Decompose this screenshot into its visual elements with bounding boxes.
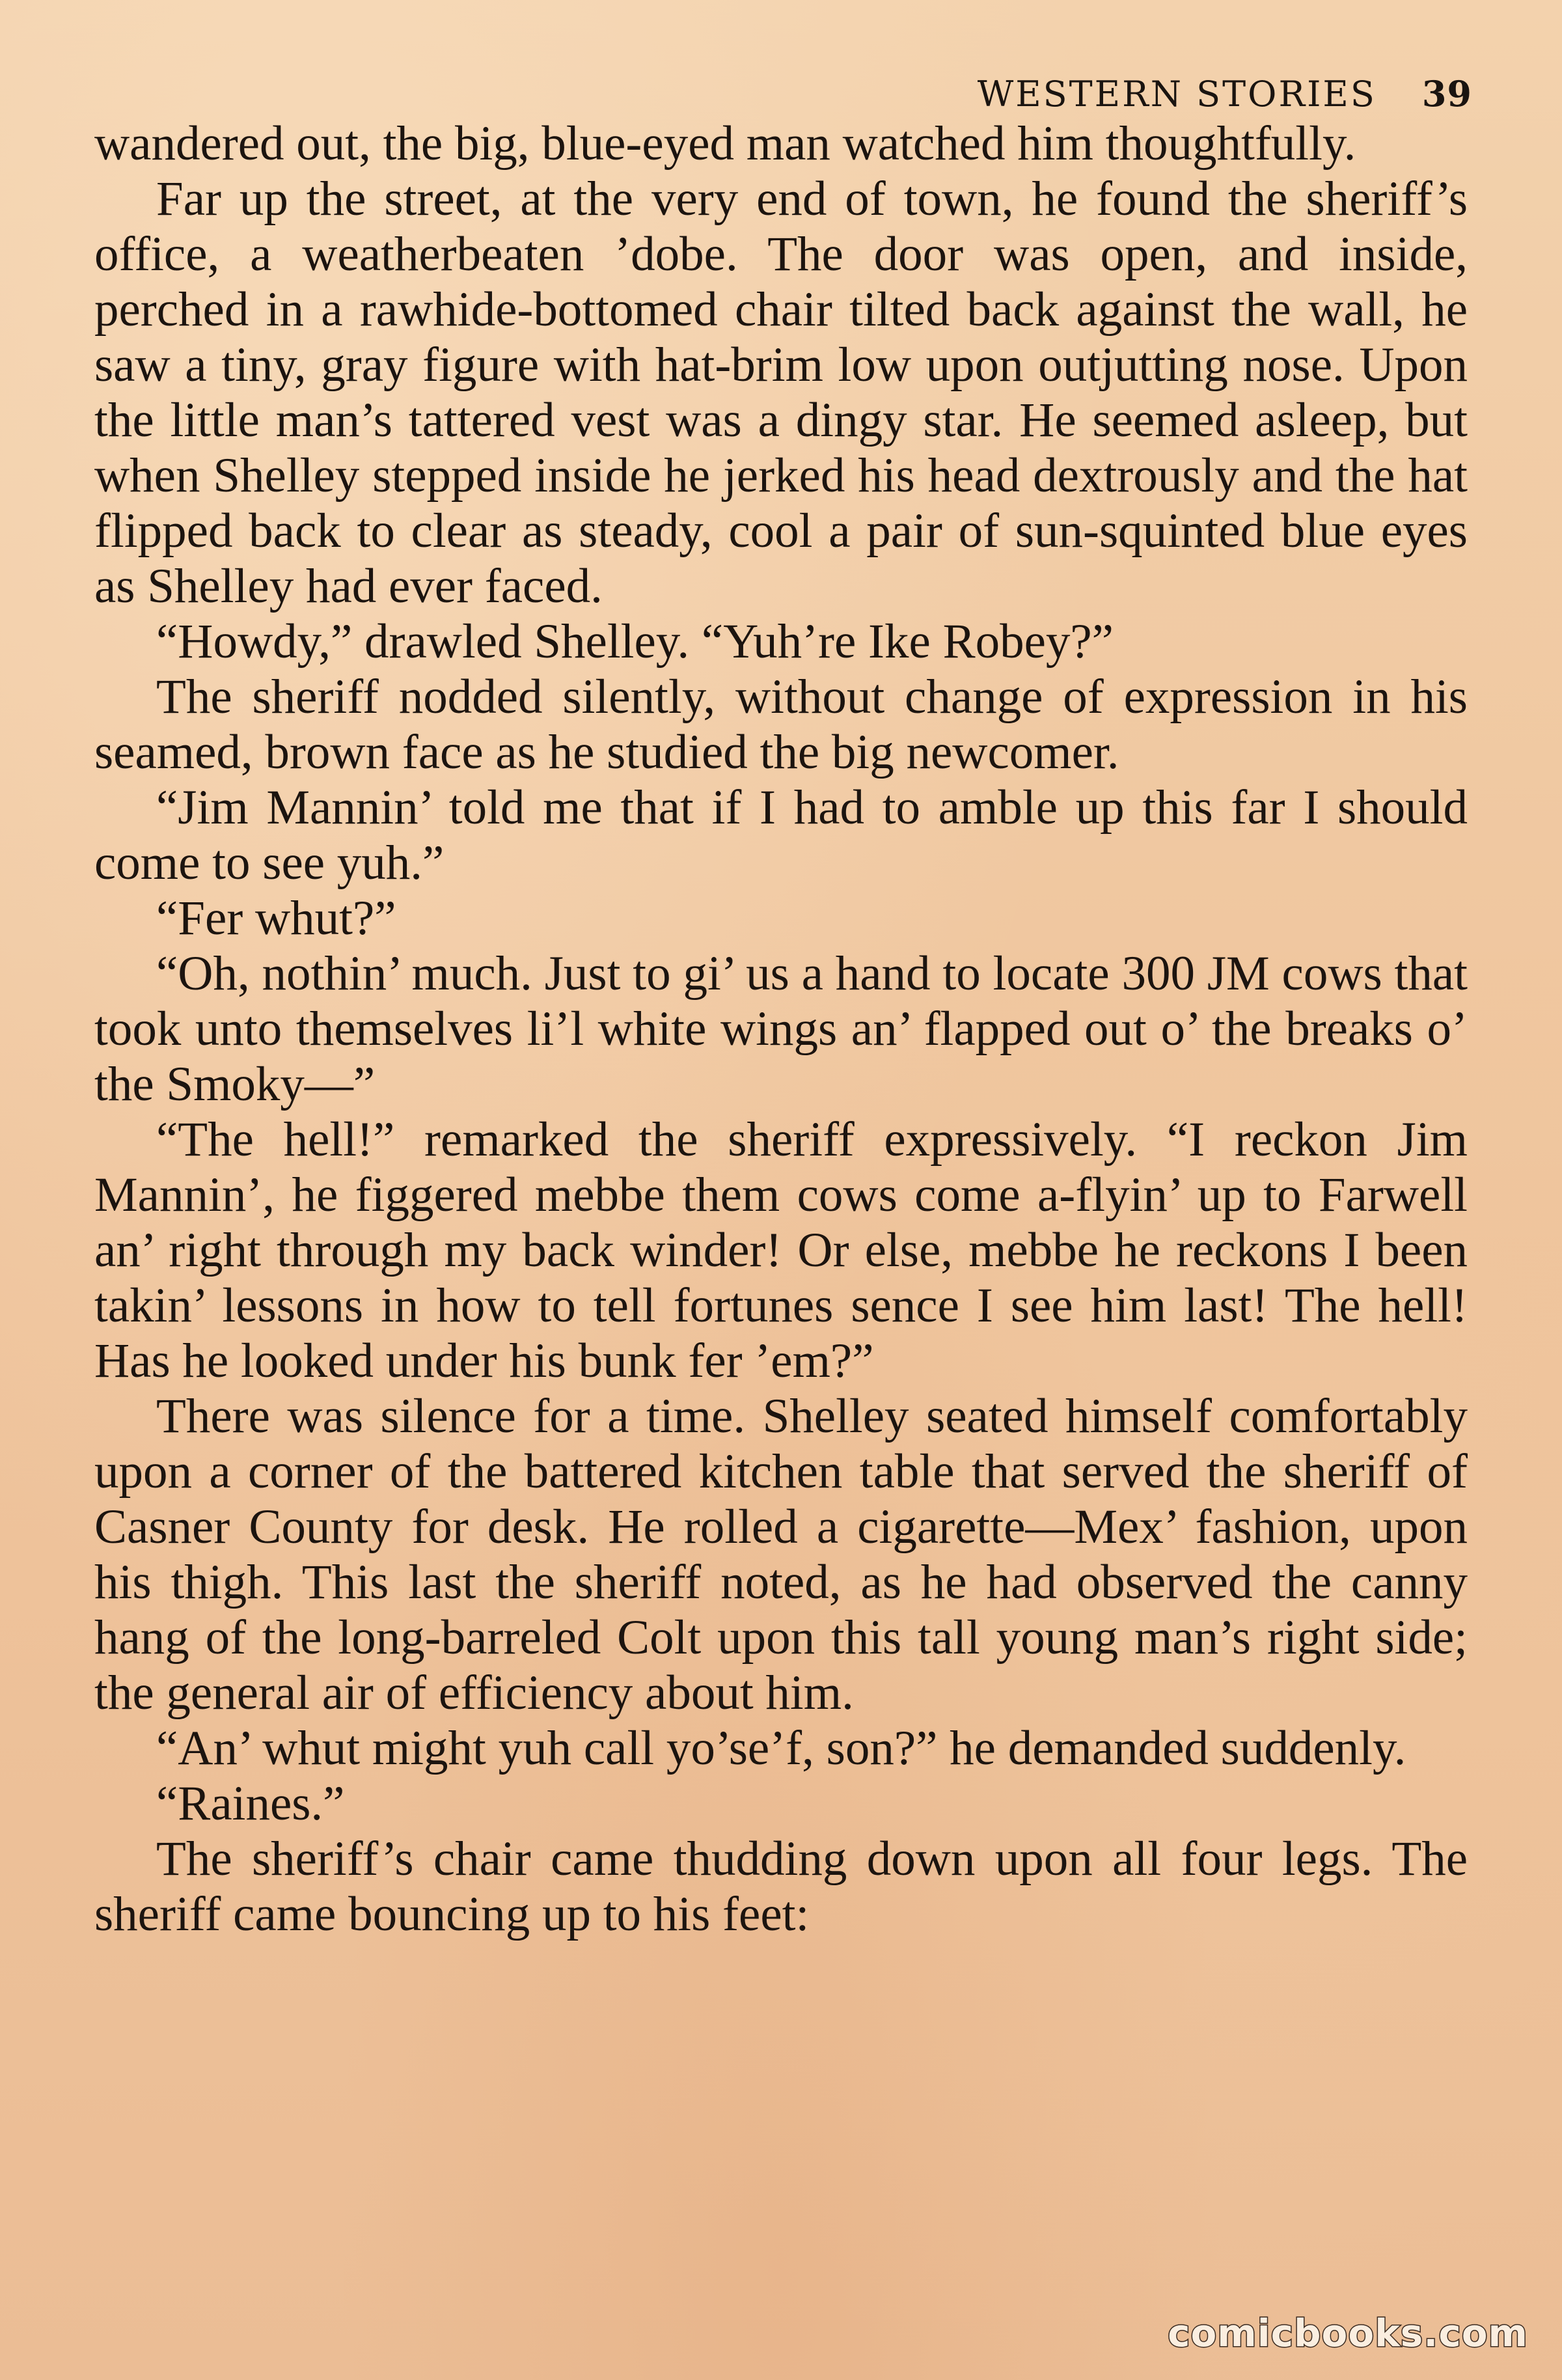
story-text: [94, 116, 1468, 1942]
watermark: comicbooks.com: [1168, 2311, 1528, 2355]
paragraph: “Jim Mannin’ told me that if I had to amble up this far I should come to see yuh.”: [94, 781, 1468, 890]
paragraph: wandered out, the big, blue-eyed man watched him thoughtfully.: [94, 117, 1356, 171]
paragraph: Far up the street, at the very end of town, he found the sheriff’s office, a weatherbeaten ’dobe. The door was open, and inside, perched in a rawhide-bottomed chair tilted back against the wall, he saw a tiny, gray figure with hat-brim low upon outjutting nose. Upon the little man’s tattered vest was a dingy star. He seemed asleep, but when Shelley stepped inside he jerked his head dextrously and the hat flipped back to clear as steady, cool a pair of sun-squinted blue eyes as Shelley had ever faced.: [94, 172, 1468, 613]
paragraph: “Fer whut?”: [156, 891, 396, 945]
paragraph: The sheriff nodded silently, without change of expression in his seamed, brown face as he studied the big newcomer.: [94, 670, 1468, 779]
paragraph: There was silence for a time. Shelley seated himself comfortably upon a corner of the battered kitchen table that served the sheriff of Casner County for desk. He rolled a cigarette—Mex’ fashion, upon his thigh. This last the sheriff noted, as he had observed the canny hang of the long-barreled Colt upon this tall young man’s right side; the general air of efficiency about him.: [94, 1389, 1468, 1720]
paragraph: “An’ whut might yuh call yo’se’f, son?” he demanded suddenly.: [156, 1721, 1406, 1775]
paragraph: “The hell!” remarked the sheriff expressively. “I reckon Jim Mannin’, he figgered mebbe them cows come a-flyin’ up to Farwell an’ right through my back winder! Or else, mebbe he reckons I been takin’ lessons in how to tell fortunes sence I see him last! The hell! Has he looked under his bunk fer ’em?”: [94, 1113, 1468, 1388]
paragraph: “Raines.”: [156, 1777, 345, 1831]
paragraph: The sheriff’s chair came thudding down upon all four legs. The sheriff came bouncing up to his feet:: [94, 1832, 1468, 1941]
running-head-title: WESTERN STORIES: [977, 74, 1377, 115]
paragraph: “Oh, nothin’ much. Just to gi’ us a hand to locate 300 JM cows that took unto themselves li’l white wings an’ flapped out o’ the breaks o’ the Smoky—”: [94, 947, 1468, 1111]
page-number: 39: [1421, 73, 1472, 115]
paragraph: “Howdy,” drawled Shelley. “Yuh’re Ike Robey?”: [156, 615, 1114, 669]
running-head: [978, 73, 1472, 115]
